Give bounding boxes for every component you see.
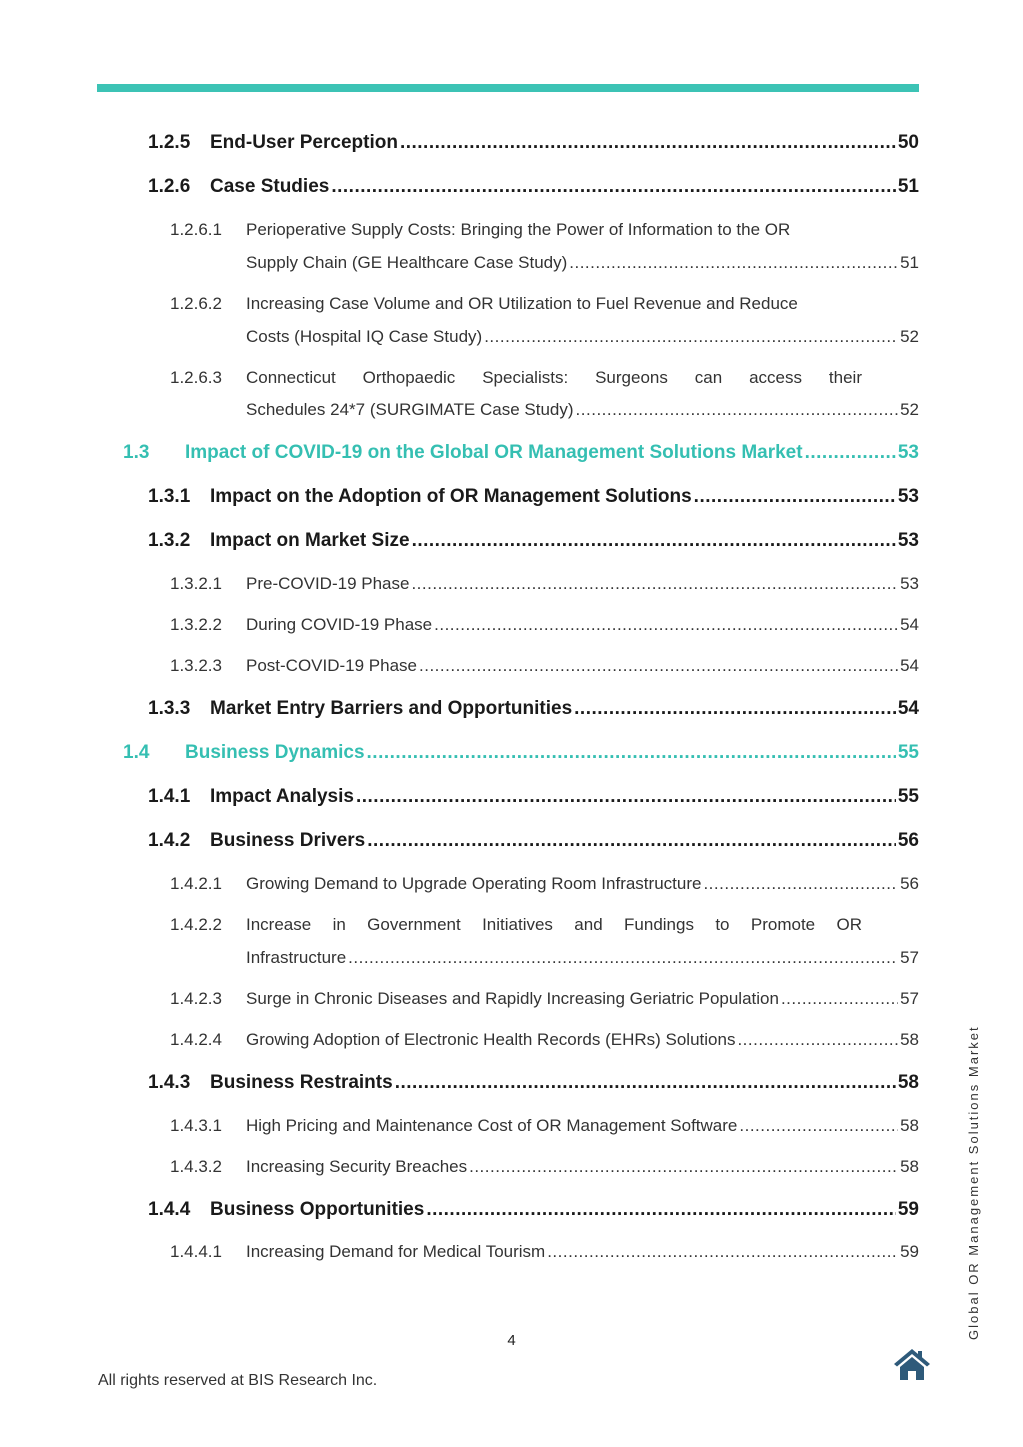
toc-title: End-User Perception [210, 132, 398, 153]
toc-page: 53 [900, 574, 919, 593]
toc-page: 58 [897, 1072, 919, 1093]
leader-dots [576, 400, 899, 420]
toc-title-line1: Connecticut Orthopaedic Specialists: Surgeons can access their [246, 368, 862, 387]
leader-dots [484, 327, 898, 347]
toc-title: Case Studies [210, 176, 330, 197]
leader-dots [411, 574, 898, 594]
toc-title: High Pricing and Maintenance Cost of OR Management Software [246, 1116, 738, 1135]
toc-page: 53 [897, 530, 919, 551]
toc-entry[interactable] [170, 1116, 919, 1136]
toc-number: 1.4.3.2 [170, 1157, 222, 1176]
toc-number: 1.3.2 [148, 530, 191, 551]
toc-page: 57 [900, 989, 919, 1008]
toc-title: Surge in Chronic Diseases and Rapidly Increasing Geriatric Population [246, 989, 779, 1008]
toc-page: 56 [900, 874, 919, 893]
toc-number: 1.4.3 [148, 1072, 191, 1093]
toc-number: 1.2.6 [148, 176, 191, 197]
toc-entry[interactable] [123, 742, 919, 764]
toc-page: 58 [900, 1116, 919, 1135]
toc-title: Impact of COVID-19 on the Global OR Management Solutions Market [185, 442, 803, 463]
toc-page: 57 [900, 948, 919, 967]
leader-dots [356, 786, 896, 808]
toc-title: Growing Adoption of Electronic Health Records (EHRs) Solutions [246, 1030, 736, 1049]
toc-number: 1.4.3.1 [170, 1116, 222, 1135]
leader-dots [739, 1116, 898, 1136]
leader-dots [331, 176, 896, 198]
toc-number: 1.3.2.1 [170, 574, 222, 593]
toc-number: 1.3 [123, 442, 150, 463]
leader-dots [419, 656, 898, 676]
toc-entry[interactable] [170, 874, 919, 894]
toc-number: 1.4.4.1 [170, 1242, 222, 1261]
toc-entry[interactable] [123, 442, 919, 464]
toc-page: 58 [900, 1157, 919, 1176]
toc-number: 1.4.2 [148, 830, 191, 851]
toc-number: 1.4.2.2 [170, 915, 222, 934]
toc-entry[interactable] [148, 830, 919, 852]
toc-entry[interactable] [170, 574, 919, 594]
toc-number: 1.4.2.3 [170, 989, 222, 1008]
toc-title: Pre-COVID-19 Phase [246, 574, 410, 593]
toc-page: 52 [900, 327, 919, 346]
toc-page: 51 [900, 253, 919, 272]
toc-number: 1.3.3 [148, 698, 191, 719]
toc-number: 1.3.2.2 [170, 615, 222, 634]
leader-dots [367, 742, 896, 764]
leader-dots [400, 132, 896, 154]
leader-dots [469, 1157, 898, 1177]
toc-title-line2: Schedules 24*7 (SURGIMATE Case Study) [246, 400, 574, 419]
leader-dots [781, 989, 898, 1009]
toc-number: 1.2.6.1 [170, 220, 222, 239]
leader-dots [395, 1072, 896, 1094]
toc-title-line2: Infrastructure [246, 948, 347, 967]
toc-page: 52 [900, 400, 919, 419]
toc-title: Increasing Demand for Medical Tourism [246, 1242, 546, 1261]
toc-page: 55 [897, 786, 919, 807]
toc-page: 58 [900, 1030, 919, 1049]
toc-number: 1.2.6.2 [170, 294, 222, 313]
toc-entry[interactable] [170, 989, 919, 1009]
side-running-title: Global OR Management Solutions Market [966, 1025, 981, 1340]
toc-entry[interactable] [170, 656, 919, 676]
toc-entry[interactable] [148, 698, 919, 720]
toc-entry[interactable] [148, 1072, 919, 1094]
leader-dots [348, 948, 898, 968]
leader-dots [574, 698, 896, 720]
toc-entry[interactable] [148, 132, 919, 154]
toc-number: 1.4.1 [148, 786, 191, 807]
page-number: 4 [507, 1332, 516, 1349]
toc-page: 54 [900, 656, 919, 675]
toc-number: 1.4 [123, 742, 150, 763]
leader-dots [434, 615, 898, 635]
toc-title: Business Opportunities [210, 1199, 425, 1220]
toc-page: 54 [897, 698, 919, 719]
toc-entry[interactable] [148, 1199, 919, 1221]
toc-title: Market Entry Barriers and Opportunities [210, 698, 573, 719]
toc-title: Business Restraints [210, 1072, 393, 1093]
toc-title-line2: Costs (Hospital IQ Case Study) [246, 327, 483, 346]
toc-entry[interactable] [148, 486, 919, 508]
toc-page: 59 [900, 1242, 919, 1261]
toc-title-line1: Perioperative Supply Costs: Bringing the Power of Information to the OR [246, 220, 791, 239]
toc-entry[interactable] [170, 1242, 919, 1262]
toc-page: 56 [897, 830, 919, 851]
toc-title: Post-COVID-19 Phase [246, 656, 418, 675]
toc-entry[interactable] [170, 1030, 919, 1050]
toc-page: 53 [897, 442, 919, 463]
toc-entry[interactable] [148, 176, 919, 198]
toc-number: 1.2.6.3 [170, 368, 222, 387]
toc-title: Impact Analysis [210, 786, 354, 807]
toc-entry[interactable] [170, 615, 919, 635]
home-icon[interactable] [893, 1347, 931, 1381]
toc-number: 1.2.5 [148, 132, 191, 153]
toc-title: Impact on Market Size [210, 530, 410, 551]
leader-dots [426, 1199, 896, 1221]
toc-title: Growing Demand to Upgrade Operating Room Infrastructure [246, 874, 702, 893]
toc-number: 1.4.2.4 [170, 1030, 222, 1049]
leader-dots [547, 1242, 898, 1262]
toc-number: 1.3.2.3 [170, 656, 222, 675]
toc-number: 1.3.1 [148, 486, 191, 507]
leader-dots [805, 442, 896, 464]
leader-dots [703, 874, 898, 894]
toc-page: 54 [900, 615, 919, 634]
toc-title-line2: Supply Chain (GE Healthcare Case Study) [246, 253, 568, 272]
leader-dots [694, 486, 896, 508]
toc-title: Business Dynamics [185, 742, 365, 763]
toc-title: During COVID-19 Phase [246, 615, 433, 634]
leader-dots [569, 253, 898, 273]
toc-page: 53 [897, 486, 919, 507]
toc-number: 1.4.4 [148, 1199, 191, 1220]
toc-title: Business Drivers [210, 830, 366, 851]
toc-title: Impact on the Adoption of OR Management Solutions [210, 486, 692, 507]
toc-title: Increasing Security Breaches [246, 1157, 468, 1176]
leader-dots [412, 530, 896, 552]
toc-entry[interactable] [148, 530, 919, 552]
footer-copyright: All rights reserved at BIS Research Inc. [98, 1372, 378, 1389]
leader-dots [367, 830, 896, 852]
toc-title-line1: Increase in Government Initiatives and Fundings to Promote OR [246, 915, 862, 934]
toc-page: 55 [897, 742, 919, 763]
toc-title-line1: Increasing Case Volume and OR Utilization to Fuel Revenue and Reduce [246, 294, 798, 313]
toc-entry[interactable] [148, 786, 919, 808]
toc-page: 51 [897, 176, 919, 197]
toc-page: 50 [897, 132, 919, 153]
toc-entry[interactable] [170, 1157, 919, 1177]
toc-page: 59 [897, 1199, 919, 1220]
toc-number: 1.4.2.1 [170, 874, 222, 893]
leader-dots [737, 1030, 898, 1050]
